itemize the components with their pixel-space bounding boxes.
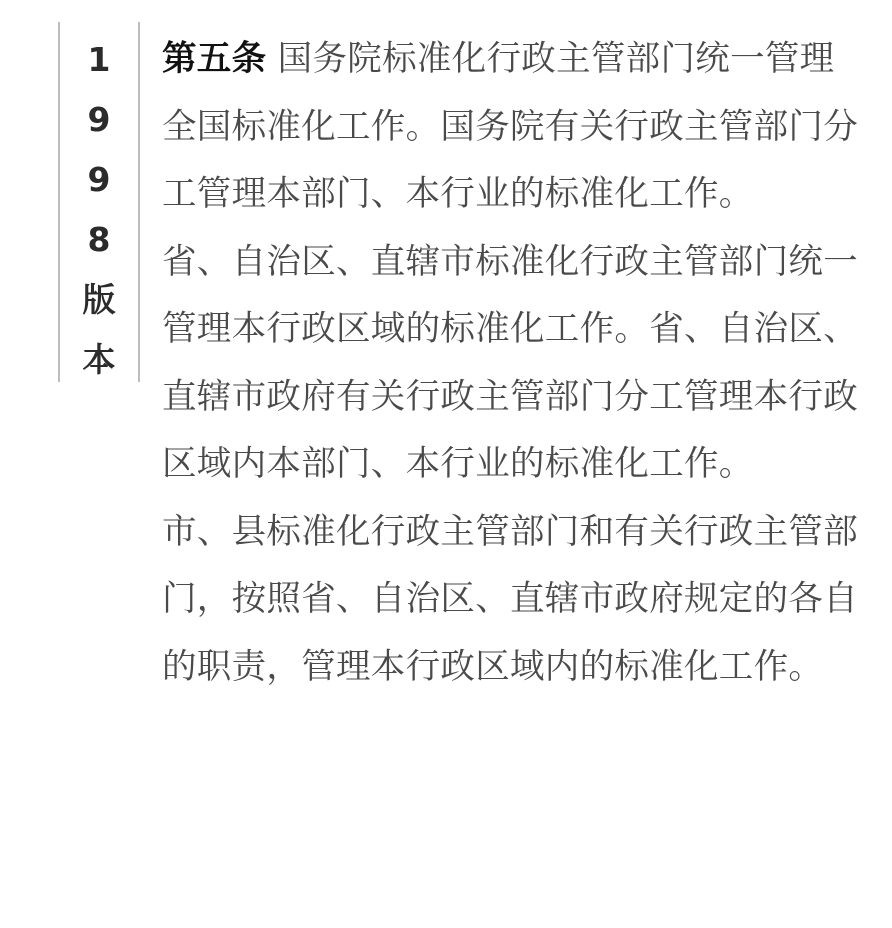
- version-char: 9: [87, 100, 111, 139]
- paragraph-1-text: 国务院标准化行政主管部门统一管理全国标准化工作。国务院有关行政主管部门分工管理本部门、本行业的标准化工作。: [162, 39, 858, 214]
- version-label: [62, 30, 136, 390]
- article-number: 第五条: [162, 39, 267, 79]
- version-char: 8: [87, 220, 111, 259]
- version-char: 版: [82, 280, 116, 319]
- version-char: 1: [87, 40, 111, 79]
- version-divider-line: [138, 22, 140, 382]
- version-char: 本: [82, 340, 116, 379]
- paragraph-3: 市、县标准化行政主管部门和有关行政主管部门，按照省、自治区、直辖市政府规定的各自的职责，管理本行政区域内的标准化工作。: [162, 511, 858, 687]
- paragraph-2: 省、自治区、直辖市标准化行政主管部门统一管理本行政区域的标准化工作。省、自治区、直辖市政府有关行政主管部门分工管理本行政区域内本部门、本行业的标准化工作。: [162, 241, 858, 484]
- version-char: 9: [87, 160, 111, 199]
- left-divider-line: [58, 22, 60, 382]
- article-body: [162, 26, 864, 701]
- paragraph-1: [162, 26, 864, 229]
